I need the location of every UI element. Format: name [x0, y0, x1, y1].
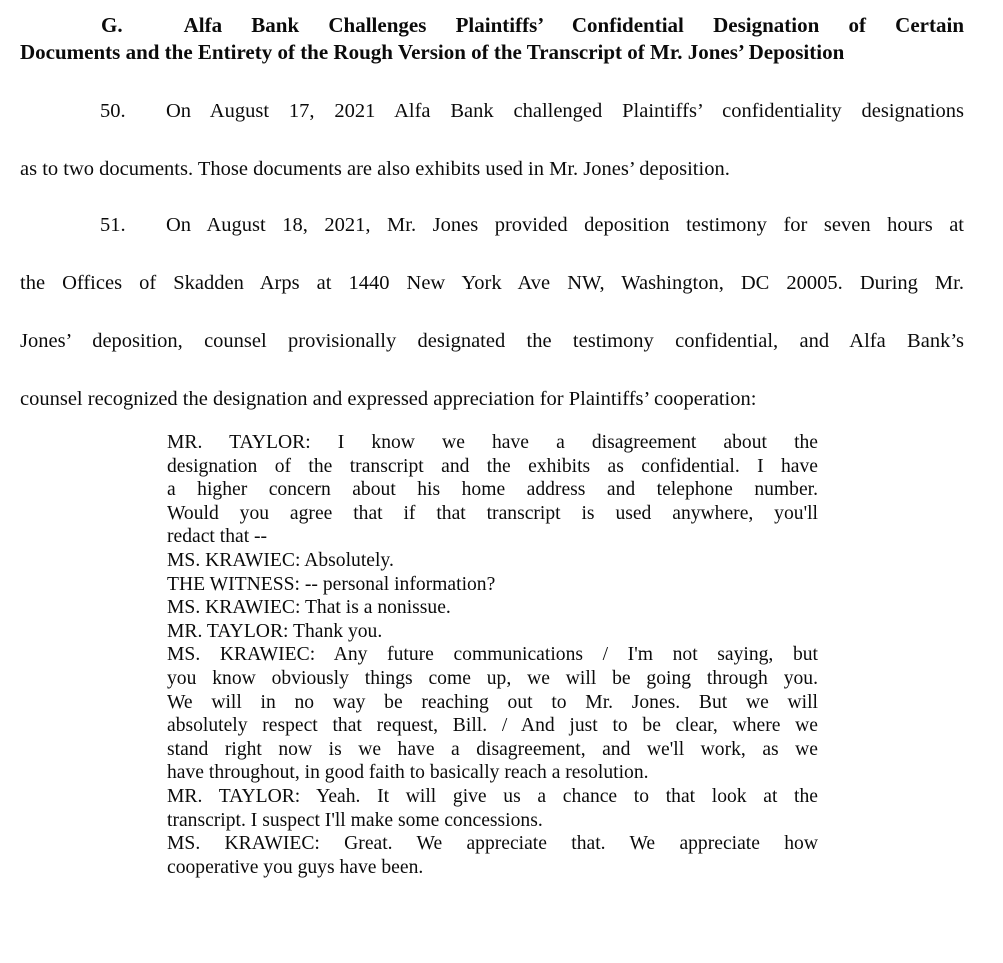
paragraph-line: the Offices of Skadden Arps at 1440 New York Ave NW, Washington, DC 20005. During Mr.	[20, 272, 964, 294]
deposition-quote	[167, 431, 818, 879]
quote-line: MS. KRAWIEC: Great. We appreciate that. We appreciate how	[167, 833, 818, 855]
paragraph-number: 51.	[100, 214, 126, 236]
section-heading	[20, 12, 964, 66]
paragraph-line: counsel recognized the designation and expressed appreciation for Plaintiffs’ cooperation:	[20, 388, 757, 410]
quote-line: MS. KRAWIEC: Absolutely.	[167, 549, 394, 571]
quote-line: designation of the transcript and the exhibits as confidential. I have	[167, 455, 818, 477]
quote-line: transcript. I suspect I'll make some concessions.	[167, 809, 543, 831]
quote-line: redact that --	[167, 526, 268, 548]
section-title-part-2: Documents and the Entirety of the Rough Version of the Transcript of Mr. Jones’ Deposition	[20, 40, 845, 64]
quote-line: Would you agree that if that transcript is used anywhere, you'll	[167, 502, 818, 524]
paragraph-51	[20, 196, 964, 428]
quote-line: MS. KRAWIEC: That is a nonissue.	[167, 597, 451, 619]
quote-line: MR. TAYLOR: Yeah. It will give us a chance to that look at the	[167, 785, 818, 807]
section-title-part-1: Alfa Bank Challenges Plaintiffs’ Confidential Designation of Certain	[183, 13, 964, 37]
quote-line: a higher concern about his home address and telephone number.	[167, 479, 818, 501]
quote-line: stand right now is we have a disagreement, and we'll work, as we	[167, 738, 818, 760]
quote-line: MR. TAYLOR: Thank you.	[167, 620, 383, 642]
quote-line: THE WITNESS: -- personal information?	[167, 573, 496, 595]
paragraph-line	[20, 82, 964, 140]
paragraph-line: Jones’ deposition, counsel provisionally designated the testimony confidential, and Alfa Bank’s	[20, 330, 964, 352]
paragraph-line	[20, 196, 964, 254]
paragraph-line: as to two documents. Those documents are also exhibits used in Mr. Jones’ deposition.	[20, 158, 730, 180]
section-letter: G.	[101, 13, 123, 37]
paragraph-text: On August 17, 2021 Alfa Bank challenged Plaintiffs’ confidentiality designations	[166, 100, 964, 122]
quote-line: absolutely respect that request, Bill. / And just to be clear, where we	[167, 715, 818, 737]
paragraph-text: On August 18, 2021, Mr. Jones provided deposition testimony for seven hours at	[166, 214, 964, 236]
quote-line: cooperative you guys have been.	[167, 856, 424, 878]
section-heading-line-1	[20, 12, 964, 39]
quote-line: MR. TAYLOR: I know we have a disagreement about the	[167, 432, 818, 453]
paragraph-number: 50.	[100, 100, 126, 122]
quote-line: you know obviously things come up, we will be going through you.	[167, 667, 818, 689]
quote-line: We will in no way be reaching out to Mr. Jones. But we will	[167, 691, 818, 713]
quote-line: MS. KRAWIEC: Any future communications / I'm not saying, but	[167, 644, 818, 666]
paragraph-50	[20, 82, 964, 198]
quote-line: have throughout, in good faith to basically reach a resolution.	[167, 762, 649, 784]
